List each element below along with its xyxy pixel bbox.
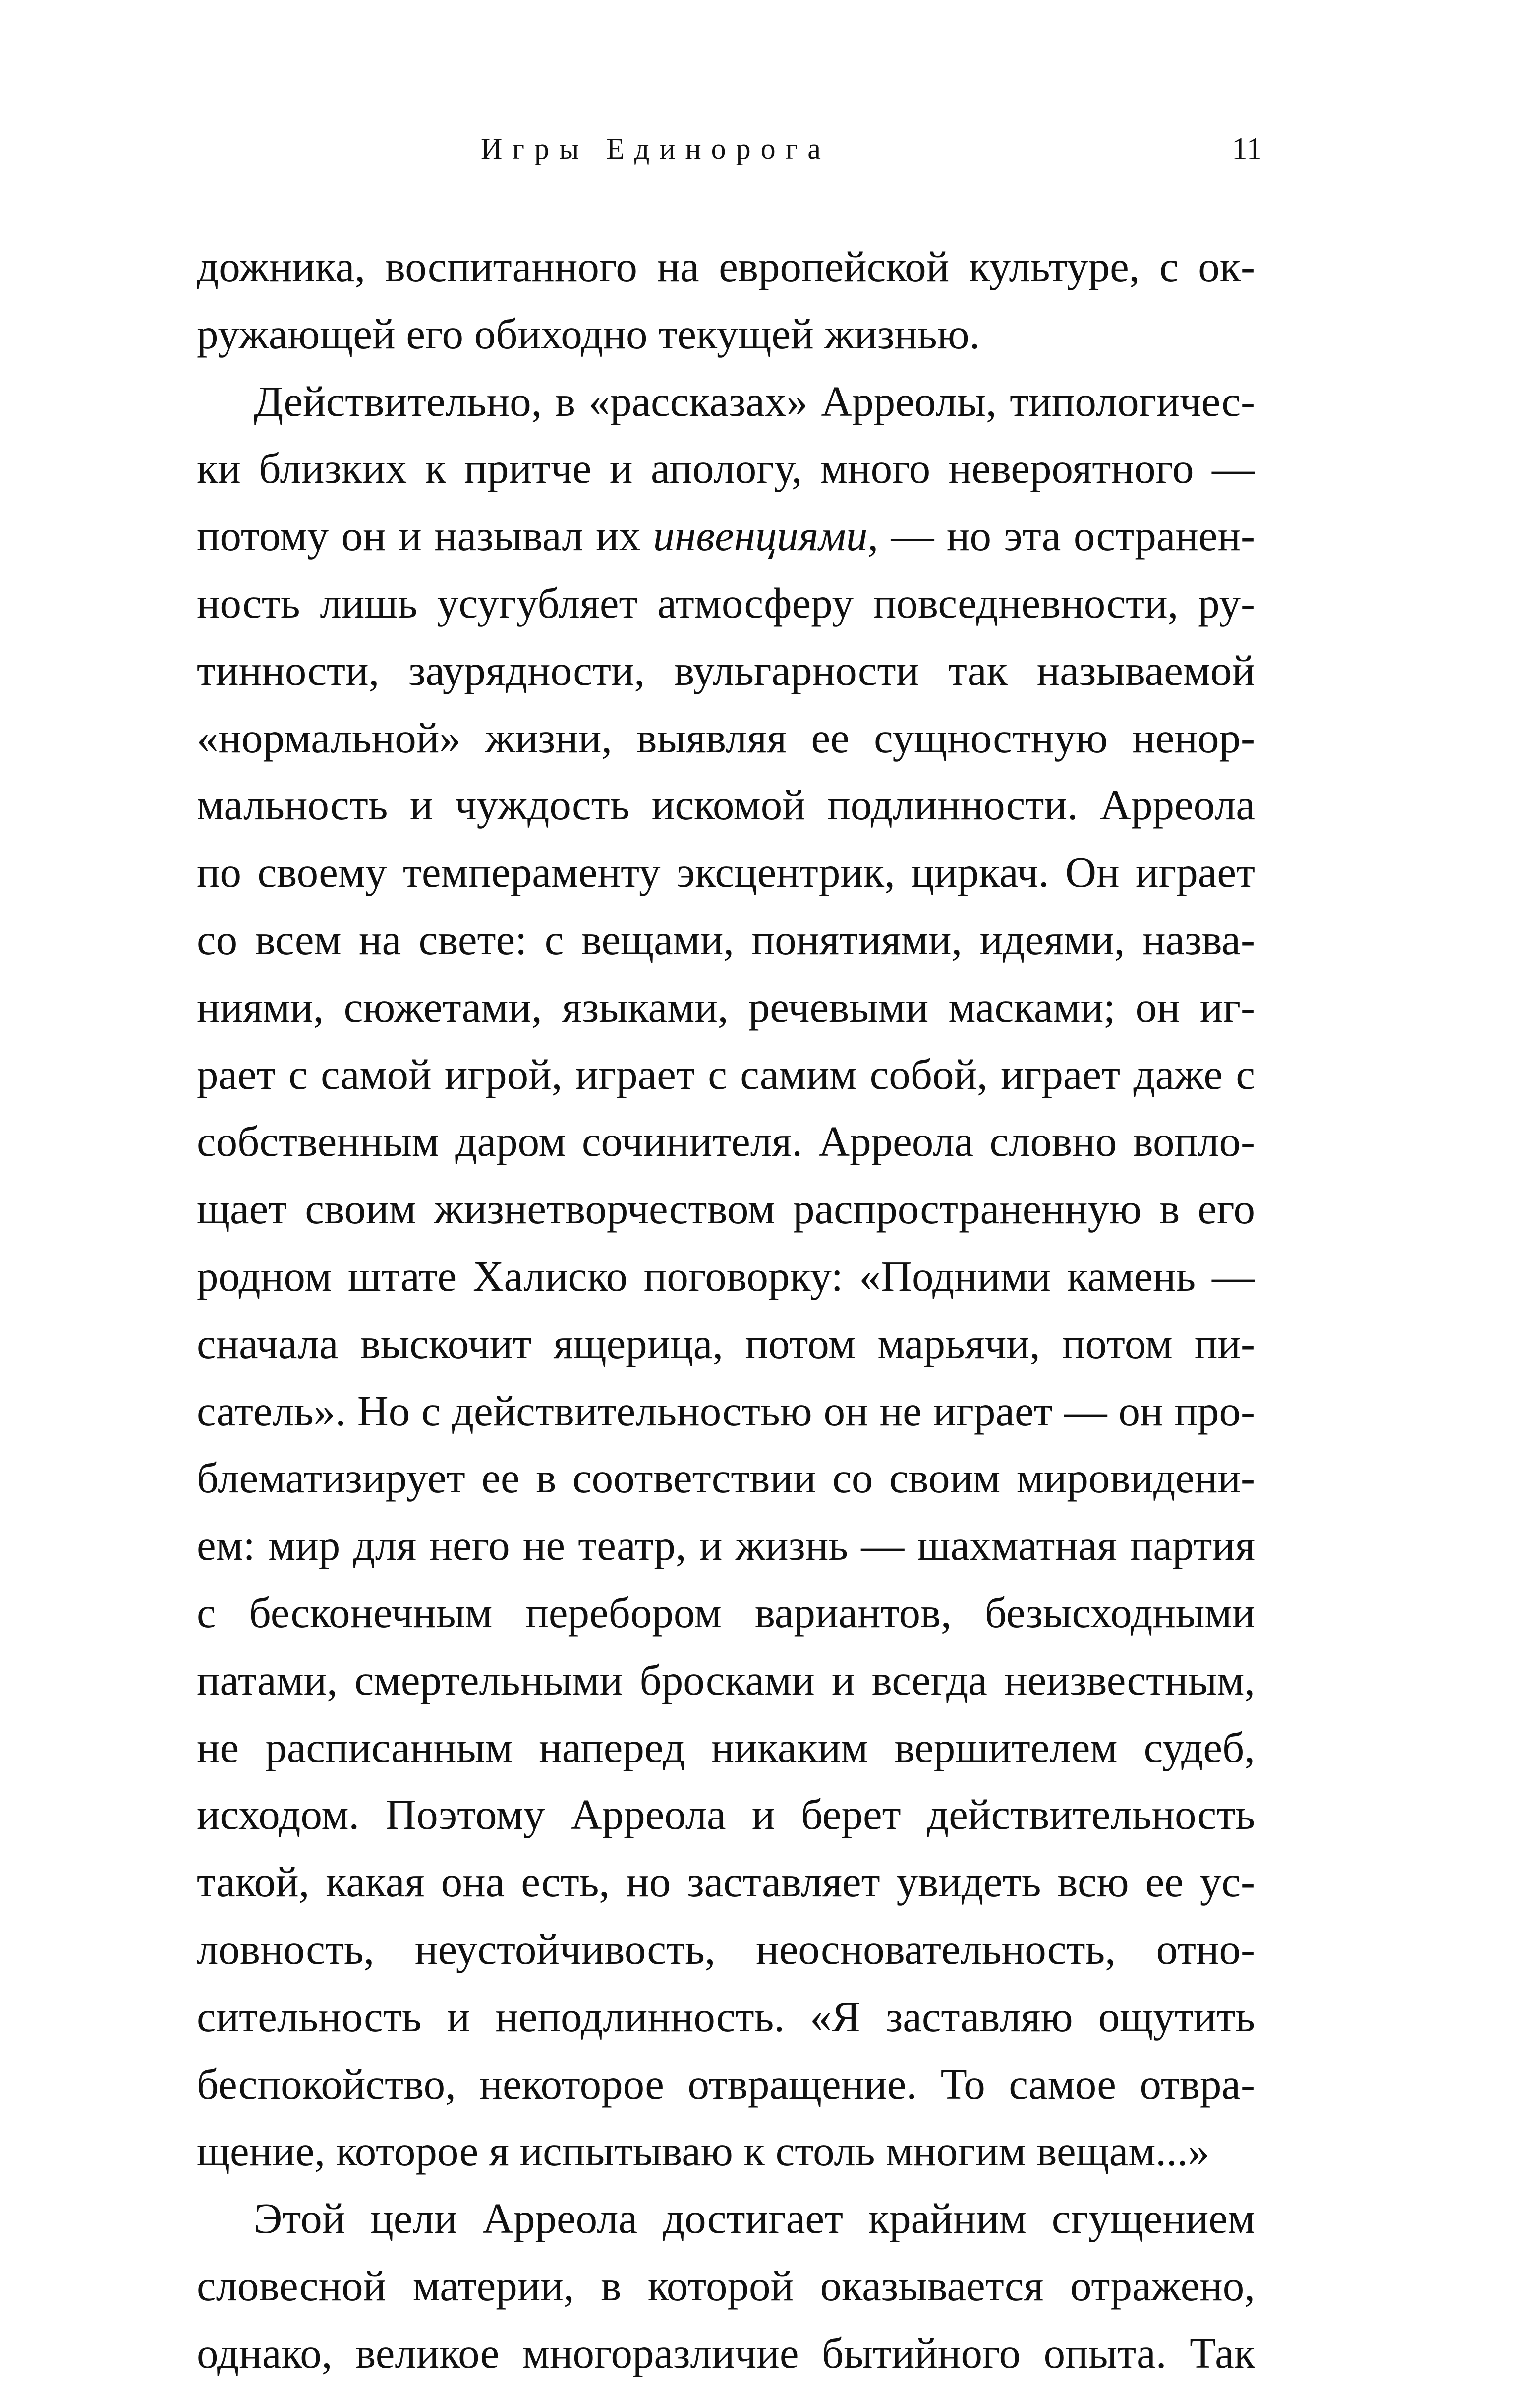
page-number: 11	[1232, 131, 1262, 166]
text-line: Этой цели Арреола достигает крайним сгущением	[254, 2194, 1255, 2243]
text-line: со всем на свете: с вещами, понятиями, идеями, назва-	[197, 915, 1255, 964]
text-line: исходом. Поэтому Арреола и берет действительность	[197, 1790, 1255, 1839]
text-line: щает своим жизнетворчеством распространенную в его	[197, 1185, 1255, 1233]
text-line: Действительно, в «рассказах» Арреолы, типологичес-	[254, 377, 1255, 425]
text-line: мальность и чуждость искомой подлинности. Арреола	[197, 781, 1255, 829]
text-line: не расписанным наперед никаким вершителем судеб,	[197, 1723, 1255, 1771]
text-line: блематизирует ее в соответствии со своим мировидени-	[197, 1454, 1255, 1502]
body-text	[197, 233, 1255, 2387]
text-line: ем: мир для него не театр, и жизнь — шахматная партия	[197, 1521, 1255, 1570]
text-line: по своему темпераменту эксцентрик, циркач. Он играет	[197, 848, 1255, 897]
text-line: однако, великое многоразличие бытийного опыта. Так	[197, 2329, 1255, 2377]
text-line: сначала выскочит ящерица, потом марьячи, потом пи-	[197, 1319, 1255, 1367]
text-line: ки близких к притче и апологу, много невероятного —	[197, 444, 1255, 493]
text-line: собственным даром сочинителя. Арреола словно вопло-	[197, 1117, 1255, 1166]
text-line: такой, какая она есть, но заставляет увидеть всю ее ус-	[197, 1858, 1255, 1906]
text-line	[197, 502, 1255, 569]
text-run: потому он и называл их	[197, 512, 641, 560]
running-title: Игры Единорога	[481, 132, 831, 165]
italic-term: инвенциями	[653, 512, 868, 560]
text-line: щение, которое я испытываю к столь многим вещам...»	[197, 2127, 1210, 2175]
text-line: сительность и неподлинность. «Я заставляю ощутить	[197, 1992, 1255, 2041]
text-line: сатель». Но с действительностью он не играет — он про-	[197, 1386, 1255, 1435]
text-line: ниями, сюжетами, языками, речевыми масками; он иг-	[197, 982, 1255, 1031]
text-line: тинности, заурядности, вульгарности так называемой	[197, 646, 1255, 694]
text-line: ружающей его обиходно текущей жизнью.	[197, 309, 980, 358]
text-line: патами, смертельными бросками и всегда неизвестным,	[197, 1655, 1255, 1704]
text-line: родном штате Халиско поговорку: «Подними камень —	[197, 1251, 1255, 1300]
text-line: с бесконечным перебором вариантов, безысходными	[197, 1588, 1255, 1637]
text-run: , — но эта остранен-	[867, 512, 1255, 560]
text-line: дожника, воспитанного на европейской культуре, с ок-	[197, 242, 1255, 290]
text-line: рает с самой игрой, играет с самим собой, играет даже с	[197, 1050, 1255, 1098]
text-line: ность лишь усугубляет атмосферу повседневности, ру-	[197, 578, 1255, 627]
text-line: «нормальной» жизни, выявляя ее сущностную ненор-	[197, 713, 1255, 762]
text-line: ловность, неустойчивость, неосновательность, отно-	[197, 1925, 1255, 1973]
text-line: словесной материи, в которой оказывается отражено,	[197, 2261, 1255, 2310]
text-line: беспокойство, некоторое отвращение. То самое отвра-	[197, 2059, 1255, 2108]
